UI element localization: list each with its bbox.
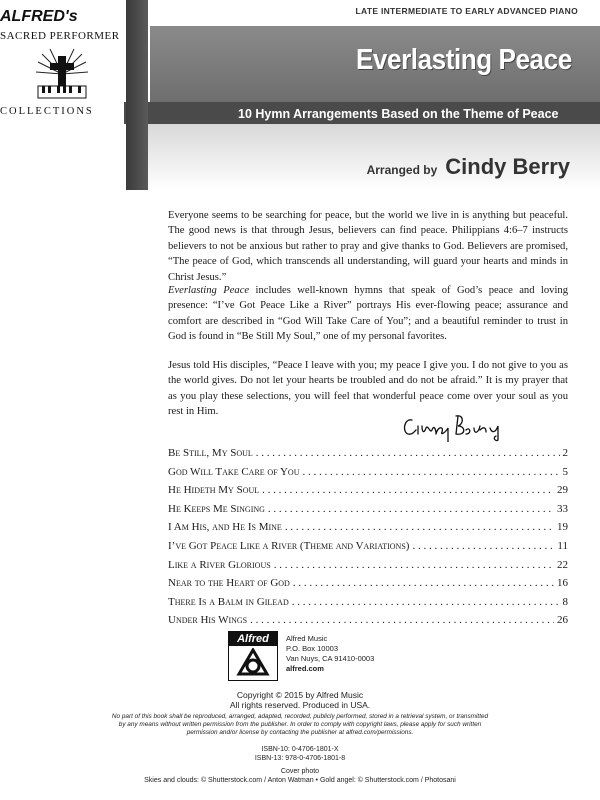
toc-leader bbox=[293, 577, 554, 589]
intro-paragraph-2 bbox=[168, 283, 568, 345]
publisher-city: Van Nuys, CA 91410-0003 bbox=[286, 654, 375, 663]
toc-leader bbox=[274, 559, 554, 571]
toc-title: He Hideth My Soul bbox=[168, 484, 260, 497]
series-publisher: ALFRED's bbox=[0, 8, 78, 25]
toc-entry bbox=[168, 447, 568, 466]
toc-page: 22 bbox=[557, 558, 568, 571]
rights-line: All rights reserved. Produced in USA. bbox=[229, 700, 371, 710]
publisher-url: alfred.com bbox=[286, 664, 324, 673]
toc-page: 33 bbox=[557, 502, 568, 515]
toc-leader bbox=[268, 503, 554, 515]
publisher-address bbox=[286, 634, 374, 674]
book-title-italic: Everlasting Peace bbox=[168, 285, 250, 296]
alfred-logo-text: Alfred bbox=[229, 632, 277, 646]
isbn-10: ISBN-10: 0-4706-1801-X bbox=[261, 746, 339, 753]
toc-title: God Will Take Care of You bbox=[168, 465, 300, 478]
intro-paragraph-2-text: includes well-known hymns that speak of God’s peace and loving presence: “I’ve Got Peace Like a River” portrays His ever-flowing peace; assurance and comfort are described in “God Will Take Care of You”; and a beautiful reminder to trust in God is found in “Be Still My Soul,” one of my personal favorites. bbox=[168, 285, 568, 343]
toc-entry bbox=[168, 540, 568, 559]
intro-paragraph-1: Everyone seems to be searching for peace, but the world we live in is anything but peaceful. The good news is that through Jesus, believers can find peace. Philippians 4:6–7 instructs believers to not be anxious but rather to pray and give thanks to God. Believers are promised, “The peace of God, which transcends all understanding, will guard your hearts and minds in Christ Jesus.” bbox=[168, 210, 568, 283]
toc-title: Like a River Glorious bbox=[168, 558, 271, 571]
signature-icon bbox=[400, 412, 540, 442]
toc-page: 5 bbox=[562, 465, 568, 478]
toc-leader bbox=[262, 484, 554, 496]
publisher-name: Alfred Music bbox=[286, 634, 328, 643]
copyright-line: Copyright © 2015 by Alfred Music bbox=[236, 690, 364, 700]
toc-leader bbox=[285, 521, 554, 533]
toc-page: 19 bbox=[557, 521, 568, 534]
toc-page: 8 bbox=[562, 595, 568, 608]
toc-entry bbox=[168, 577, 568, 596]
toc-title: There Is a Balm in Gilead bbox=[168, 595, 289, 608]
toc-title: Near to the Heart of God bbox=[168, 577, 290, 590]
series-collections: COLLECTIONS bbox=[0, 106, 94, 117]
arranged-by-label: Arranged by bbox=[366, 163, 438, 177]
isbn-13: ISBN-13: 978-0-4706-1801-8 bbox=[254, 755, 346, 762]
arranger-name: Cindy Berry bbox=[445, 154, 570, 179]
toc-entry bbox=[168, 596, 568, 615]
toc-entry bbox=[168, 466, 568, 485]
toc-leader bbox=[292, 596, 560, 608]
alfred-emblem-icon bbox=[233, 648, 273, 678]
publisher-box: P.O. Box 10003 bbox=[286, 644, 338, 653]
toc-page: 11 bbox=[557, 539, 568, 552]
cross-vertical-bar bbox=[126, 0, 148, 190]
level-label: LATE INTERMEDIATE TO EARLY ADVANCED PIANO bbox=[355, 6, 578, 16]
toc-page: 2 bbox=[562, 447, 568, 459]
toc-leader bbox=[303, 466, 560, 478]
toc-leader bbox=[250, 614, 554, 626]
toc-title: I’ve Got Peace Like a River (Theme and Variations) bbox=[168, 539, 410, 552]
photo-credits: Skies and clouds: © Shutterstock.com / Anton Watman • Gold angel: © Shutterstock.com / Photosani bbox=[144, 777, 456, 784]
toc-title: Under His Wings bbox=[168, 614, 248, 627]
cross-keyboard-icon bbox=[36, 48, 88, 100]
toc-title: I Am His, and He Is Mine bbox=[168, 521, 282, 534]
table-of-contents bbox=[168, 447, 568, 633]
toc-title: He Keeps Me Singing bbox=[168, 502, 265, 515]
toc-page: 29 bbox=[557, 484, 568, 497]
book-subtitle: 10 Hymn Arrangements Based on the Theme of Peace bbox=[238, 107, 559, 121]
toc-leader bbox=[256, 447, 560, 459]
toc-entry bbox=[168, 559, 568, 578]
toc-entry bbox=[168, 503, 568, 522]
toc-entry bbox=[168, 521, 568, 540]
series-name: SACRED PERFORMER bbox=[0, 30, 120, 42]
toc-entry bbox=[168, 484, 568, 503]
cover-photo-label: Cover photo bbox=[280, 768, 320, 775]
toc-page: 26 bbox=[557, 614, 568, 627]
legal-notice: No part of this book shall be reproduced, arranged, adapted, recorded, publicly performed, stored in a retrieval system, or transmitted by any means without written permission from the publisher. In order to comply with copyright laws, please apply for such written permission and/or license by contacting the publisher at alfred.com/permissions. bbox=[111, 713, 489, 736]
arranger-credit bbox=[367, 154, 570, 180]
toc-leader bbox=[412, 540, 554, 552]
book-title: Everlasting Peace bbox=[356, 44, 572, 76]
toc-title: Be Still, My Soul bbox=[168, 447, 253, 459]
intro-paragraph-3: Jesus told His disciples, “Peace I leave with you; my peace I give you. I do not give to you as the world gives. Do not let your hearts be troubled and do not be afraid.” It is my prayer that as you play these selections, you will feel that wonderful peace come over your soul as you rest in Him. bbox=[168, 360, 568, 418]
toc-page: 16 bbox=[557, 577, 568, 590]
alfred-logo bbox=[228, 631, 278, 681]
